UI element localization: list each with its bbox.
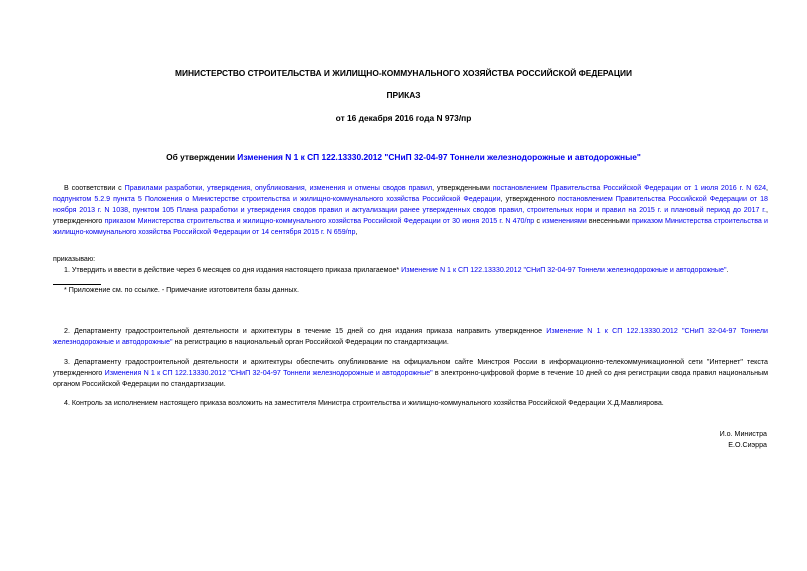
footnote [53,285,768,296]
order-word: приказываю: [53,255,96,263]
ministry-heading: МИНИСТЕРСТВО СТРОИТЕЛЬСТВА И ЖИЛИЩНО-КОММУНАЛЬНОГО ХОЗЯЙСТВА РОССИЙСКОЙ ФЕДЕРАЦИИ [175,68,632,78]
preamble-text: , [355,228,358,236]
changes-link[interactable]: изменениями [542,217,587,225]
item-4 [53,398,768,409]
item-1-end: . [726,266,729,274]
preamble-paragraph [53,183,768,238]
rules-link[interactable]: Правилами разработки, утверждения, опубликования, изменения и отмены сводов правил [124,184,433,192]
order-659-link[interactable]: приказом Министерства строительства и жилищно-коммунального хозяйства Российской Федерации от 14 сентября 2015 г. N 659/пр [53,217,768,236]
item-1-text: 1. Утвердить и ввести в действие через 6 месяцев со дня издания настоящего приказа прилагаемое* [64,266,402,274]
item-1 [53,265,768,276]
item-4-text: 4. Контроль за исполнением настоящего приказа возложить на заместителя Министра строительства и жилищно-коммунального хозяйства Российской Федерации Х.Д.Мавлиярова. [64,399,664,407]
item-3-text: 3. Департаменту градостроительной деятельности и архитектуры обеспечить опубликование на официальном сайте Минстроя России в информационно-телекоммуникационной сети "Интернет" текста утвержденного [53,358,768,377]
date-number-heading: от 16 декабря 2016 года N 973/пр [335,113,472,123]
item-2-end: на регистрацию в национальный орган Российской Федерации по стандартизации. [172,338,449,346]
preamble-text: В соответствии с [64,184,125,192]
resolution-624-link[interactable]: постановлением Правительства Российской Федерации от 1 июля 2016 г. N 624 [492,184,767,192]
preamble-text: с [534,217,543,225]
document-type-heading: ПРИКАЗ [386,90,421,100]
item-1-change-link[interactable]: Изменение N 1 к СП 122.13330.2012 "СНиП 32-04-97 Тоннели железнодорожные и автодорожные" [401,266,727,274]
preamble-text: , утвержденными [432,184,493,192]
item-2-change-link[interactable]: Изменение N 1 к СП 122.13330.2012 "СНиП 32-04-97 Тоннели железнодорожные и автодорожные" [53,327,768,346]
item-3-end: в электронно-цифровой форме в течение 10 дней со дня регистрации свода правил национальным органом Российской Федерации по стандартизации. [53,369,768,388]
preamble-text: , утвержденного [500,195,558,203]
plan-point-105-link[interactable]: пунктом 105 Плана разработки и утверждения сводов правил и актуализации ранее утвержденных сводов правил, строительных норм и правил на 2015 г. и плановый период до 2017 г. [132,206,766,214]
signature-position: И.о. Министра [719,430,767,438]
item-3 [53,357,768,390]
regulation-subpoint-link[interactable]: подпунктом 5.2.9 пункта 5 Положения о Министерстве строительства и жилищно-коммунального хозяйства Российской Федерации [53,195,501,203]
preamble-text: , [766,184,769,192]
title-prefix: Об утверждении [166,152,238,162]
order-470-link[interactable]: приказом Министерства строительства и жилищно-коммунального хозяйства Российской Федерации от 30 июня 2015 г. N 470/пр [104,217,535,225]
resolution-1038-link[interactable]: постановлением Правительства Российской Федерации от 18 ноября 2013 г. N 1038 [53,195,768,214]
document-title [0,152,807,163]
footnote-text: * Приложение см. по ссылке. - Примечание изготовителя базы данных. [64,286,299,294]
preamble-text: , утвержденного [53,206,768,225]
preamble-text: , [128,206,133,214]
preamble-text: внесенными [586,217,632,225]
item-2 [53,326,768,348]
title-link[interactable]: Изменения N 1 к СП 122.13330.2012 "СНиП 32-04-97 Тоннели железнодорожные и автодорожные" [237,152,641,162]
item-2-text: 2. Департаменту градостроительной деятельности и архитектуры в течение 15 дней со дня издания приказа направить утвержденное [64,327,547,335]
signature-name: Е.О.Сиэрра [728,441,767,449]
item-3-change-link[interactable]: Изменения N 1 к СП 122.13330.2012 "СНиП 32-04-97 Тоннели железнодорожные и автодорожные" [104,369,433,377]
